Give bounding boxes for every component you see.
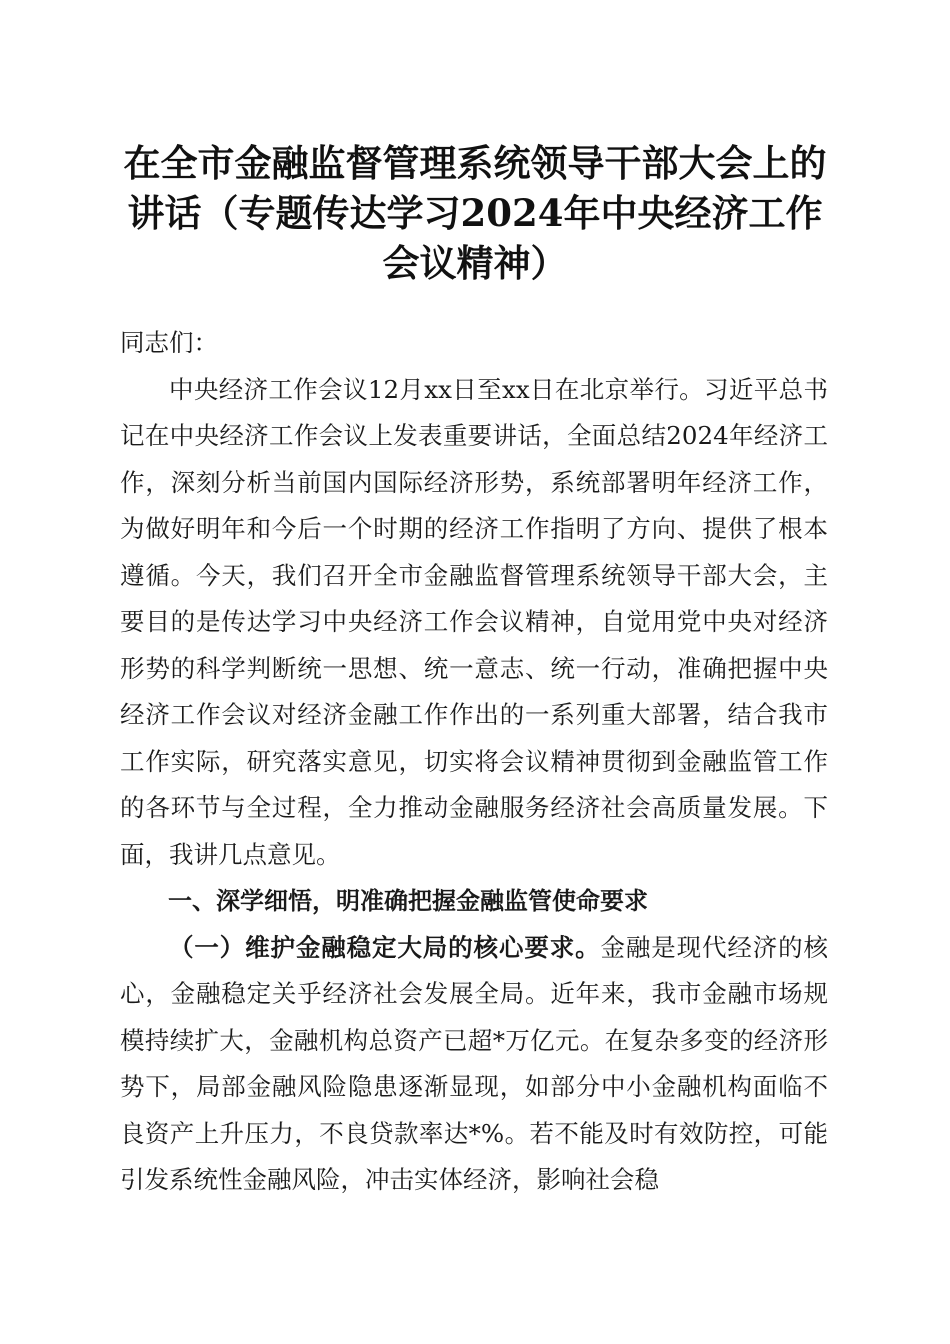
subsection-title-1: （一）维护金融稳定大局的核心要求。 [169,932,601,962]
document-title: 在全市金融监督管理系统领导干部大会上的讲话（专题传达学习2024年中央经济工作会议精神） [123,141,827,285]
salutation: 同志们： [120,328,218,357]
intro-paragraph: 中央经济工作会议12月xx日至xx日在北京举行。习近平总书记在中央经济工作会议上发表重要讲话，全面总结2024年经济工作，深刻分析当前国内国际经济形势，系统部署明年经济工作，为做好明年和今后一个时期的经济工作指明了方向、提供了根本遵循。今天，我们召开全市金融监督管理系统领导干部大会，主要目的是传达学习中央经济工作会议精神，自觉用党中央对经济形势的科学判断统一思想、统一意志、统一行动，准确把握中央经济工作会议对经济金融工作作出的一系列重大部署，结合我市工作实际，研究落实意见，切实将会议精神贯彻到金融监管工作的各环节与全过程，全力推动金融服务经济社会高质量发展。下面，我讲几点意见。 [120,374,828,869]
subsection-paragraph-1 [120,925,828,1204]
document-body [120,320,828,1204]
section-heading-1: 一、深学细悟，明准确把握金融监管使命要求 [168,887,648,915]
subsection-text-1: 金融是现代经济的核心，金融稳定关乎经济社会发展全局。近年来，我市金融市场规模持续扩大，金融机构总资产已超*万亿元。在复杂多变的经济形势下，局部金融风险隐患逐渐显现，如部分中小金融机构面临不良资产上升压力，不良贷款率达*%。若不能及时有效防控，可能引发系统性金融风险，冲击实体经济，影响社会稳 [120,932,829,1194]
